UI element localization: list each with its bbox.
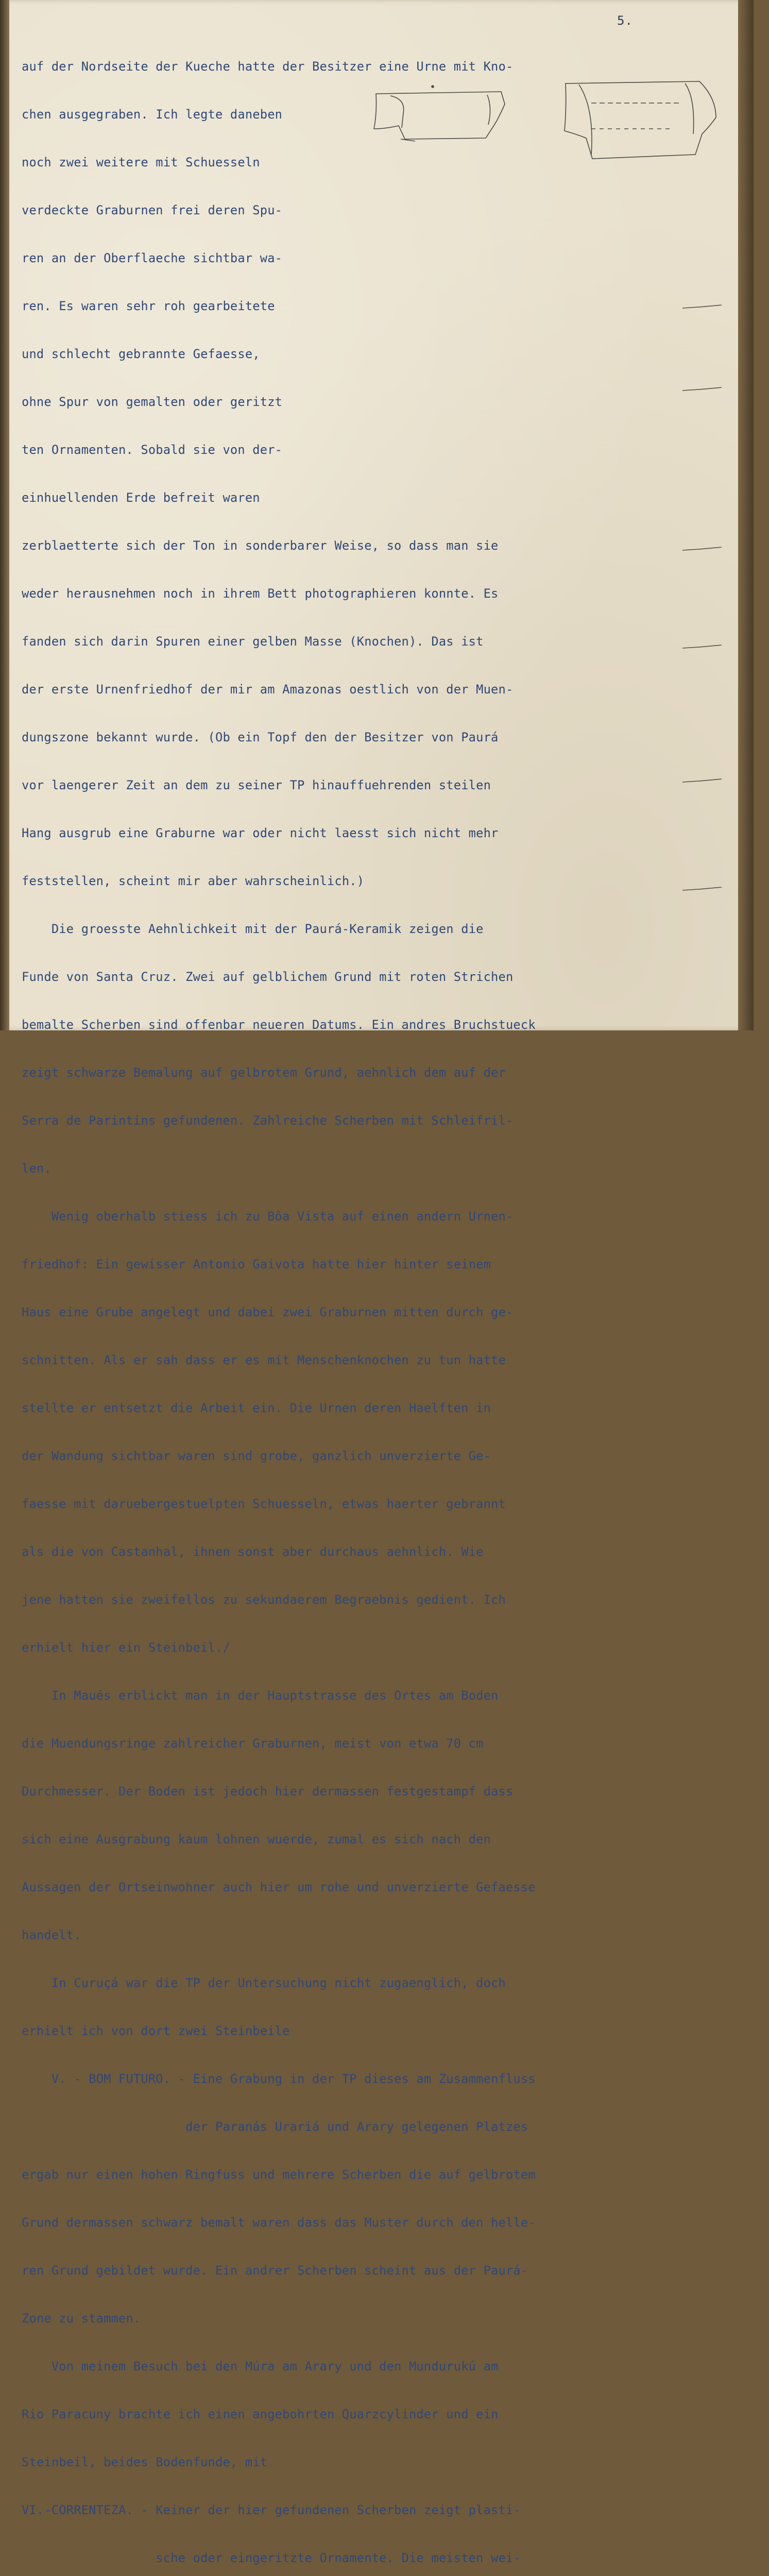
page-edge: [738, 0, 754, 1030]
text-line: Durchmesser. Der Boden ist jedoch hier dermassen festgestampf dass: [22, 1784, 514, 1799]
text-line: sich eine Ausgrabung kaum lohnen wuerde, zumal es sich nach den: [22, 1832, 491, 1846]
typed-text-body: [22, 27, 745, 2576]
text-line: handelt.: [22, 1928, 81, 1942]
text-line: V. - BOM FUTURO. - Eine Grabung in der TP dieses am Zusammenfluss: [22, 2072, 536, 2086]
text-line: erhielt hier ein Steinbeil./: [22, 1640, 230, 1655]
text-line: ren Grund gebildet wurde. Ein andrer Scherben scheint aus der Paurá-: [22, 2263, 528, 2278]
page-number: 5.: [617, 13, 633, 28]
text-line: chen ausgegraben. Ich legte daneben: [22, 107, 283, 122]
text-line: Funde von Santa Cruz. Zwei auf gelblichem Grund mit roten Strichen: [22, 970, 514, 984]
text-line: erhielt ich von dort zwei Steinbeile: [22, 2024, 290, 2038]
text-line: Von meinem Besuch bei den Múra am Arary und den Mundurukú am: [22, 2359, 499, 2374]
text-line: jene hatten sie zweifellos zu sekundaerem Begraebnis gedient. Ich: [22, 1592, 506, 1607]
text-line: friedhof: Ein gewisser Antonio Gaivota hatte hier hinter seinem: [22, 1257, 491, 1272]
text-line: der erste Urnenfriedhof der mir am Amazonas oestlich von der Muen-: [22, 682, 514, 697]
text-line: zeigt schwarze Bemalung auf gelbrotem Grund, aehnlich dem auf der: [22, 1065, 506, 1080]
text-line: Steinbeil, beides Bodenfunde, mit: [22, 2455, 268, 2469]
text-line: Die groesste Aehnlichkeit mit der Paurá-Keramik zeigen die: [22, 922, 484, 936]
text-line: weder herausnehmen noch in ihrem Bett photographieren konnte. Es: [22, 586, 499, 601]
text-line: sche oder eingeritzte Ornamente. Die meisten wei-: [22, 2551, 521, 2565]
text-line: schnitten. Als er sah dass er es mit Menschenknochen zu tun hatte: [22, 1353, 506, 1367]
text-line: feststellen, scheint mir aber wahrscheinlich.): [22, 874, 365, 888]
text-line: der Wandung sichtbar waren sind grobe, ganzlich unverzierte Ge-: [22, 1449, 491, 1463]
text-line: faesse mit daruebergestuelpten Schuesseln, etwas haerter gebrannt: [22, 1497, 506, 1511]
margin-pencil-mark: [681, 644, 723, 649]
text-line: Hang ausgrub eine Graburne war oder nicht laesst sich nicht mehr: [22, 826, 499, 840]
margin-pencil-mark: [681, 886, 723, 891]
text-line: der Paranás Urariá und Arary gelegenen Platzes: [22, 2120, 528, 2134]
text-line: In Maués erblickt man in der Hauptstrasse des Ortes am Boden: [22, 1688, 499, 1703]
text-line: ergab nur einen hohen Ringfuss und mehrere Scherben die auf gelbrotem: [22, 2167, 536, 2182]
text-line: ten Ornamenten. Sobald sie von der-: [22, 443, 283, 457]
text-line: als die von Castanhal, ihnen sonst aber durchaus aehnlich. Wie: [22, 1545, 484, 1559]
text-line: ren an der Oberflaeche sichtbar wa-: [22, 251, 283, 265]
text-line: fanden sich darin Spuren einer gelben Masse (Knochen). Das ist: [22, 634, 484, 649]
text-line: Zone zu stammen.: [22, 2311, 141, 2326]
margin-pencil-mark: [681, 546, 723, 551]
text-line: die Muendungsringe zahlreicher Graburnen, meist von etwa 70 cm: [22, 1736, 484, 1751]
text-line: zerblaetterte sich der Ton in sonderbarer Weise, so dass man sie: [22, 538, 499, 553]
text-line: verdeckte Graburnen frei deren Spu-: [22, 203, 283, 217]
document-page: [9, 0, 754, 2565]
text-line: Wenig oberhalb stiess ich zu Bôa Vista auf einen andern Urnen-: [22, 1209, 514, 1224]
text-line: ren. Es waren sehr roh gearbeitete: [22, 299, 275, 313]
text-line: vor laengerer Zeit an dem zu seiner TP hinauffuehrenden steilen: [22, 778, 491, 792]
text-line: Serra de Parintins gefundenen. Zahlreiche Scherben mit Schleifril-: [22, 1113, 514, 1128]
margin-pencil-mark: [681, 778, 723, 783]
text-line: VI.-CORRENTEZA. - Keiner der hier gefundenen Scherben zeigt plasti-: [22, 2503, 521, 2517]
text-line: In Curuçá war die TP der Untersuchung nicht zugaenglich, doch: [22, 1976, 506, 1990]
text-line: Rio Paracuny brachte ich einen angebohrten Quarzcylinder und ein: [22, 2407, 499, 2421]
text-line: auf der Nordseite der Kueche hatte der Besitzer eine Urne mit Kno-: [22, 59, 514, 74]
text-line: ohne Spur von gemalten oder geritzt: [22, 395, 283, 409]
text-line: bemalte Scherben sind offenbar neueren Datums. Ein andres Bruchstueck: [22, 1018, 536, 1032]
text-line: stellte er entsetzt die Arbeit ein. Die Urnen deren Haelften in: [22, 1401, 491, 1415]
text-line: noch zwei weitere mit Schuesseln: [22, 155, 260, 170]
margin-pencil-mark: [681, 386, 723, 392]
text-line: Grund dermassen schwarz bemalt waren dass das Muster durch den helle-: [22, 2215, 536, 2230]
text-line: Haus eine Grube angelegt und dabei zwei Graburnen mitten durch ge-: [22, 1305, 514, 1319]
text-line: len.: [22, 1161, 52, 1176]
text-line: und schlecht gebrannte Gefaesse,: [22, 347, 260, 361]
book-spine: [0, 0, 9, 1030]
margin-pencil-mark: [681, 304, 723, 309]
text-line: Aussagen der Ortseinwohner auch hier um rohe und unverzierte Gefaesse: [22, 1880, 536, 1894]
text-line: dungszone bekannt wurde. (Ob ein Topf den der Besitzer von Paurá: [22, 730, 499, 744]
text-line: einhuellenden Erde befreit waren: [22, 490, 260, 505]
